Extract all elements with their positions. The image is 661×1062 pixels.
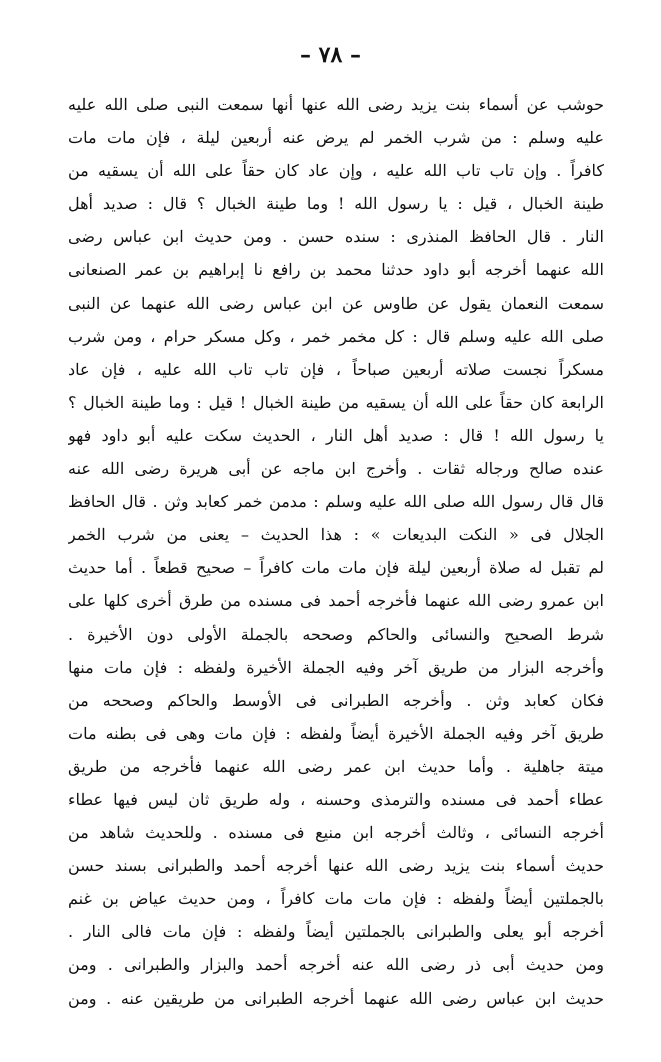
text-line: يا رسول الله ! قال : صديد أهل النار ، الحديث سكت عليه أبو داود فهو (68, 425, 604, 445)
text-line: النار . قال الحافظ المنذرى : سنده حسن . ومن حديث ابن عباس رضى (68, 227, 604, 247)
text-line: ابن عمرو رضى الله عنهما فأخرجه أحمد فى مسنده من طرق أخرى كلها على (68, 591, 604, 611)
text-line: لم تقبل له صلاة أربعين ليلة فإن مات مات كافراً – صحيح قطعاً . أما حديث (68, 558, 604, 578)
text-line: حديث ابن عباس رضى الله عنهما أخرجه الطبرانى من طريقين عنه . ومن (68, 988, 604, 1008)
page-number: – ٧٨ – (300, 42, 361, 68)
text-line: ومن حديث أبى ذر رضى الله عنه أخرجه أحمد والبزار والطبرانى . ومن (68, 955, 604, 975)
text-line: شرط الصحيح والنسائى والحاكم وصححه بالجملة الأولى دون الأخيرة . (68, 624, 604, 644)
text-line: حوشب عن أسماء بنت يزيد رضى الله عنها أنها سمعت النبى صلى الله عليه (68, 95, 604, 114)
text-line: طريق آخر وفيه الجملة الأخيرة أيضاً ولفظه : فإن مات وهى فى بطنه مات (68, 723, 604, 743)
text-line: مسكراً نجست صلاته أربعين صباحاً ، فإن تاب تاب الله عليه ، فإن عاد (68, 359, 604, 379)
text-line: الجلال فى « النكت البديعات » : هذا الحديث – يعنى من شرب الخمر (68, 525, 604, 545)
page-body-text (68, 88, 604, 1015)
text-line: ميتة جاهلية . وأما حديث ابن عمر رضى الله عنهما فأخرجه من طريق (68, 756, 604, 776)
text-line: كافراً . وإن تاب تاب الله عليه ، وإن عاد كان حقاً على الله أن يسقيه من (68, 161, 604, 181)
text-line: طينة الخبال ، قيل : يا رسول الله ! وما طينة الخبال ؟ قال : صديد أهل (68, 194, 604, 214)
text-line: وأخرجه البزار من طريق آخر وفيه الجملة الأخيرة ولفظه : فإن مات منها (68, 657, 604, 677)
text-line: حديث أسماء بنت يزيد رضى الله عنها أخرجه أحمد والطبرانى بسند حسن (68, 856, 604, 876)
text-line: سمعت النعمان يقول عن طاوس عن ابن عباس رضى الله عنهما عن النبى (68, 293, 604, 313)
text-line: الله عنهما أخرجه أبو داود حدثنا محمد بن رافع نا إبراهيم بن عمر الصنعانى (68, 260, 604, 280)
text-line: أخرجه النسائى ، وثالث أخرجه ابن منيع فى مسنده . وللحديث شاهد من (68, 823, 604, 843)
text-line: الرابعة كان حقاً على الله أن يسقيه من طينة الخبال ! قيل : وما طينة الخبال ؟ (68, 392, 604, 412)
text-line: قال قال رسول الله صلى الله عليه وسلم : مدمن خمر كعابد وثن . قال الحافظ (68, 492, 604, 512)
text-line: فكان كعابد وثن . وأخرجه الطبرانى فى الأوسط والحاكم وصححه من (68, 690, 604, 710)
text-line: عطاء أحمد فى مسنده والترمذى وحسنه ، وله طريق ثان ليس فيها عطاء (68, 789, 604, 809)
text-line: عنده صالح ورجاله ثقات . وأخرج ابن ماجه عن أبى هريرة رضى الله عنه (68, 459, 604, 479)
text-line: بالجملتين أيضاً ولفظه : فإن مات مات كافراً ، ومن حديث عياض بن غنم (68, 889, 604, 909)
text-line: عليه وسلم : من شرب الخمر لم يرض عنه أربعين ليلة ، فإن مات مات (68, 128, 604, 148)
text-line: أخرجه أبو يعلى والطبرانى بالجملتين أيضاً ولفظه : فإن مات فالى النار . (68, 922, 604, 942)
text-line: صلى الله عليه وسلم قال : كل مخمر خمر ، وكل مسكر حرام ، ومن شرب (68, 326, 604, 346)
